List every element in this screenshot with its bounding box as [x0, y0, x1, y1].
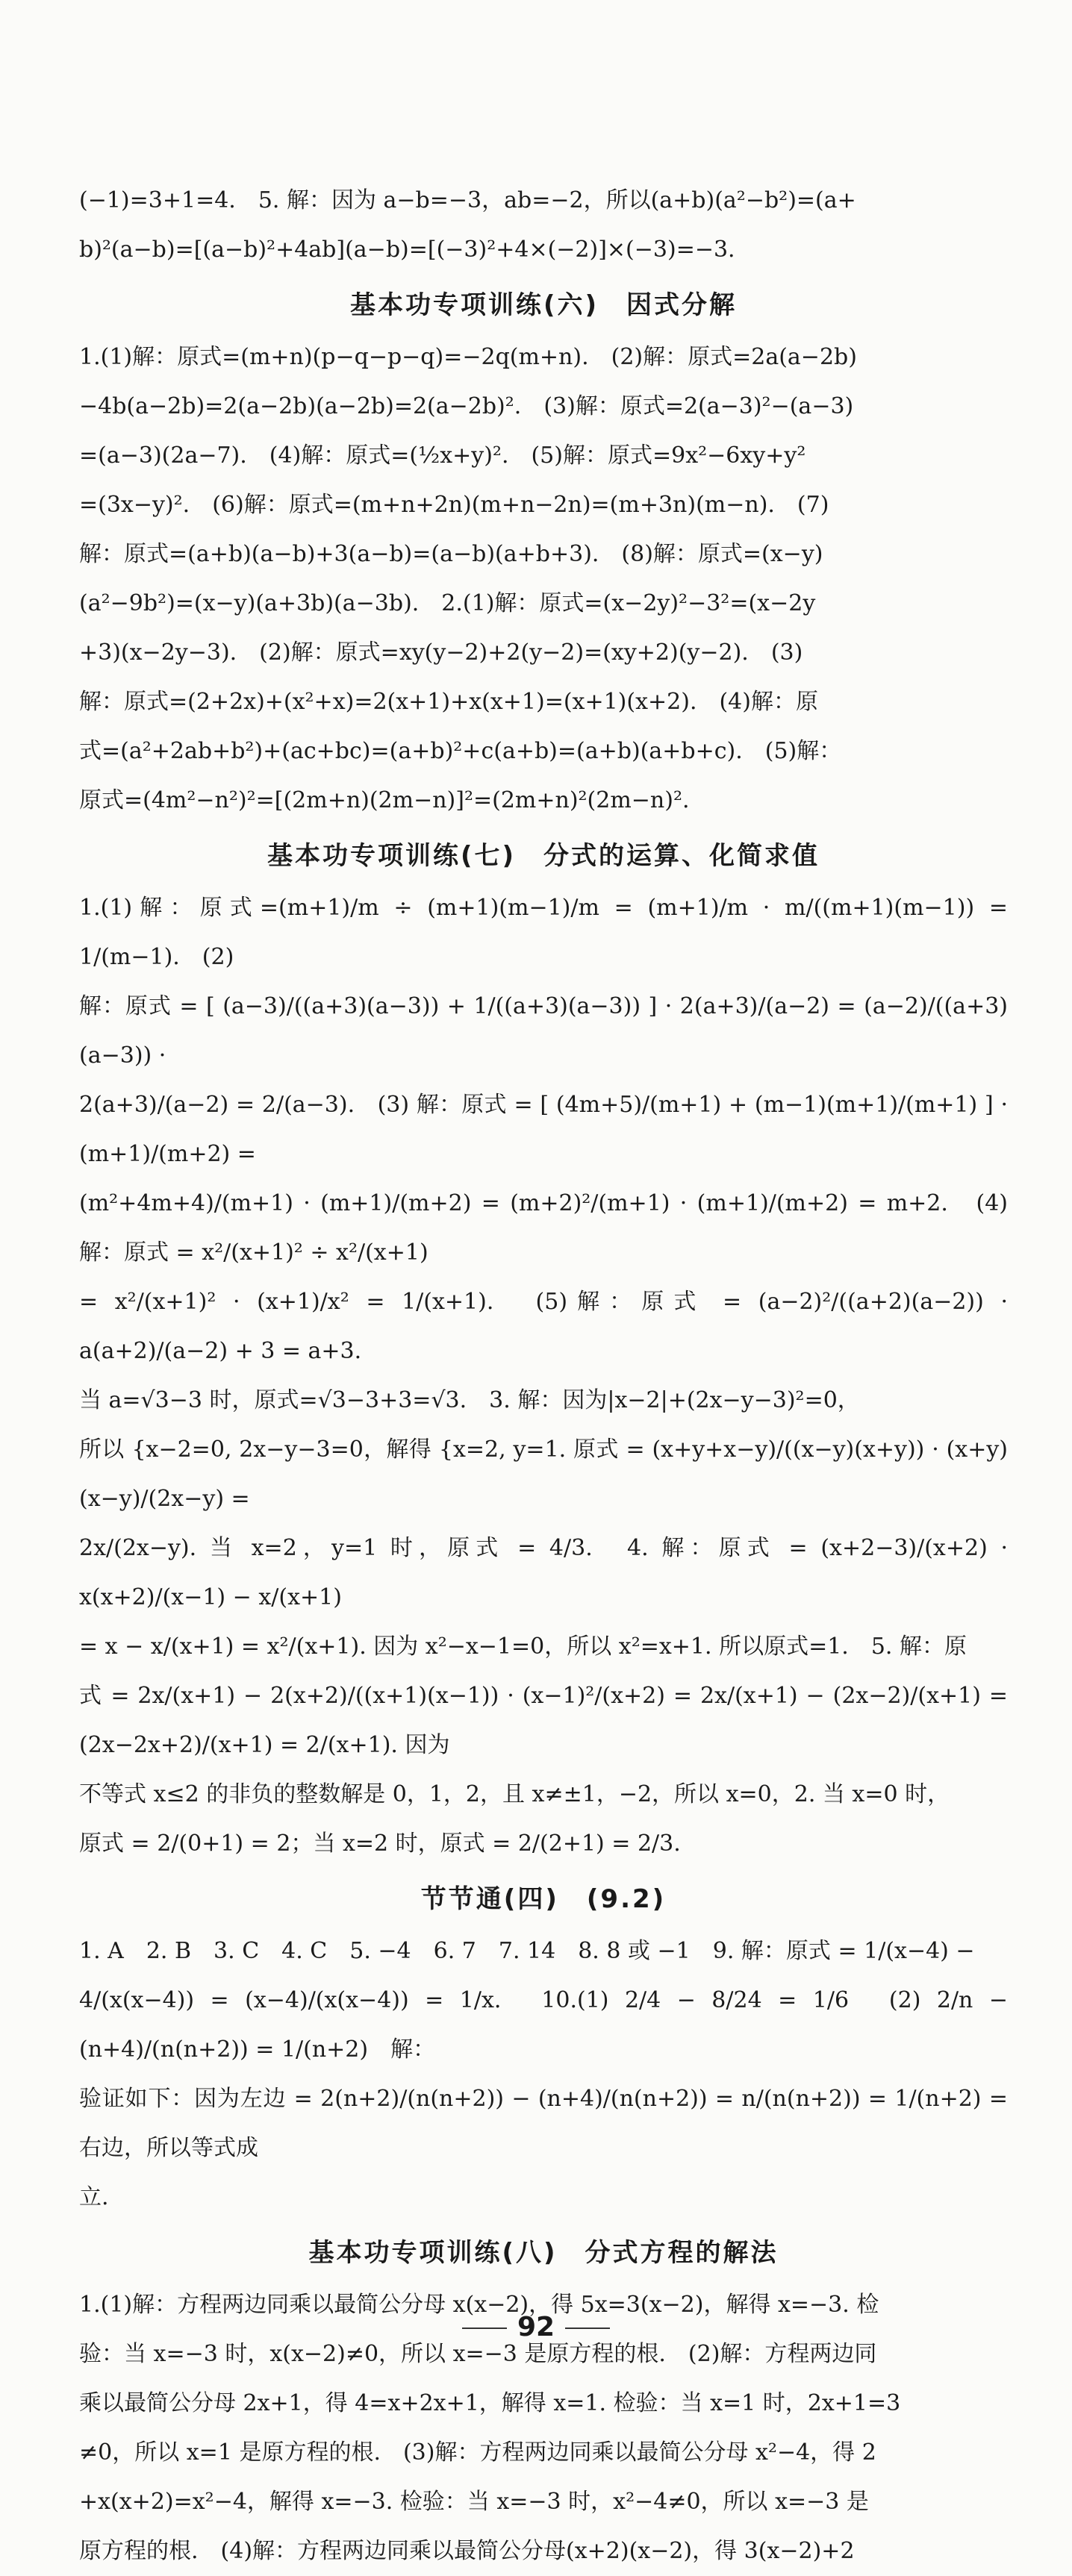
text-line: 验：当 x=−3 时，x(x−2)≠0，所以 x=−3 是原方程的根. (2)解：方程两边同	[79, 2341, 877, 2367]
section-2	[79, 831, 1008, 1869]
document-body	[79, 176, 1008, 2576]
text-line: 2(a+3)/(a−2) = 2/(a−3). (3) 解：原式 = [ (4m+5)/(m+1) + (m−1)(m+1)/(m+1) ] · (m+1)/(m+2) =	[79, 1092, 1008, 1167]
text-line: (m²+4m+4)/(m+1) · (m+1)/(m+2) = (m+2)²/(m+1) · (m+1)/(m+2) = m+2. (4)解：原式 = x²/(x+1)² ÷ x²/(x+1)	[79, 1190, 1008, 1266]
text-line: 4/(x(x−4)) = (x−4)/(x(x−4)) = 1/x. 10.(1) 2/4 − 8/24 = 1/6 (2) 2/n − (n+4)/(n(n+2)) = 1/(n+2) 解：	[79, 1987, 1008, 2063]
text-line: b)²(a−b)=[(a−b)²+4ab](a−b)=[(−3)²+4×(−2)]×(−3)=−3.	[79, 237, 735, 263]
text-line: 不等式 x≤2 的非负的整数解是 0，1，2，且 x≠±1，−2，所以 x=0，2. 当 x=0 时，	[79, 1781, 950, 1807]
text-line: =(3x−y)². (6)解：原式=(m+n+2n)(m+n−2n)=(m+3n)(m−n). (7)	[79, 492, 829, 518]
section-1	[79, 281, 1008, 825]
section-heading: 基本功专项训练(七) 分式的运算、化简求值	[267, 841, 820, 871]
right-dash	[565, 2328, 610, 2329]
page-number: 92	[517, 2312, 555, 2342]
text-line: +x(x+2)=x²−4，解得 x=−3. 检验：当 x=−3 时，x²−4≠0，所以 x=−3 是	[79, 2489, 869, 2515]
section-0	[79, 176, 1008, 275]
text-line: 式 = 2x/(x+1) − 2(x+2)/((x+1)(x−1)) · (x−1)²/(x+2) = 2x/(x+1) − (2x−2)/(x+1) = (2x−2x+2)/(x+1) = 2/(x+1). 因为	[79, 1683, 1008, 1758]
text-line: 所以 {x−2=0, 2x−y−3=0，解得 {x=2, y=1. 原式 = (x+y+x−y)/((x−y)(x+y)) · (x+y)(x−y)/(2x−y) =	[79, 1437, 1008, 1512]
text-line: 当 a=√3−3 时，原式=√3−3+3=√3. 3. 解：因为|x−2|+(2x−y−3)²=0，	[79, 1387, 860, 1413]
text-line: 原式=(4m²−n²)²=[(2m+n)(2m−n)]²=(2m+n)²(2m−n)².	[79, 787, 690, 813]
text-line: (−1)=3+1=4. 5. 解：因为 a−b=−3，ab=−2，所以(a+b)(a²−b²)=(a+	[79, 187, 856, 213]
text-line: (a²−9b²)=(x−y)(a+3b)(a−3b). 2.(1)解：原式=(x−2y)²−3²=(x−2y	[79, 590, 816, 616]
text-line: = x²/(x+1)² · (x+1)/x² = 1/(x+1). (5)解：原式 = (a−2)²/((a+2)(a−2)) · a(a+2)/(a−2) + 3 = a+3.	[79, 1289, 1008, 1364]
text-line: 验证如下：因为左边 = 2(n+2)/(n(n+2)) − (n+4)/(n(n+2)) = n/(n(n+2)) = 1/(n+2) = 右边，所以等式成	[79, 2086, 1008, 2161]
text-line: 1.(1)解：原式=(m+n)(p−q−p−q)=−2q(m+n). (2)解：原式=2a(a−2b)	[79, 344, 857, 370]
section-heading: 节节通(四) (9.2)	[420, 1884, 667, 1914]
text-line: 1. A 2. B 3. C 4. C 5. −4 6. 7 7. 14 8. 8 或 −1 9. 解：原式 = 1/(x−4) −	[79, 1938, 975, 1964]
text-line: 1.(1)解：方程两边同乘以最简公分母 x(x−2)，得 5x=3(x−2)，解得 x=−3. 检	[79, 2292, 879, 2318]
text-line: ≠0，所以 x=1 是原方程的根. (3)解：方程两边同乘以最简公分母 x²−4，得 2	[79, 2439, 876, 2466]
text-line: 解：原式=(2+2x)+(x²+x)=2(x+1)+x(x+1)=(x+1)(x+2). (4)解：原	[79, 689, 818, 715]
text-line: 解：原式=(a+b)(a−b)+3(a−b)=(a−b)(a+b+3). (8)解：原式=(x−y)	[79, 541, 823, 567]
text-line: 原方程的根. (4)解：方程两边同乘以最简公分母(x+2)(x−2)，得 3(x−2)+2	[79, 2538, 855, 2564]
text-line: 式=(a²+2ab+b²)+(ac+bc)=(a+b)²+c(a+b)=(a+b)(a+b+c). (5)解：	[79, 738, 842, 764]
text-line: =(a−3)(2a−7). (4)解：原式=(½x+y)². (5)解：原式=9x²−6xy+y²	[79, 443, 806, 469]
section-heading: 基本功专项训练(六) 因式分解	[349, 290, 738, 320]
section-3	[79, 1875, 1008, 2222]
text-line: 立.	[79, 2184, 109, 2210]
text-line: 原式 = 2/(0+1) = 2；当 x=2 时，原式 = 2/(2+1) = 2/3.	[79, 1831, 681, 1857]
section-4	[79, 2228, 1008, 2576]
text-line: −4b(a−2b)=2(a−2b)(a−2b)=2(a−2b)². (3)解：原式=2(a−3)²−(a−3)	[79, 393, 854, 419]
text-line: 2x/(2x−y). 当 x=2，y=1 时，原式 = 4/3. 4. 解：原式 = (x+2−3)/(x+2) · x(x+2)/(x−1) − x/(x+1)	[79, 1535, 1008, 1610]
text-line: 解：原式 = [ (a−3)/((a+3)(a−3)) + 1/((a+3)(a−3)) ] · 2(a+3)/(a−2) = (a−2)/((a+3)(a−3)) ·	[79, 993, 1008, 1069]
text-line: +3)(x−2y−3). (2)解：原式=xy(y−2)+2(y−2)=(xy+2)(y−2). (3)	[79, 640, 803, 666]
text-line: 1.(1)解：原式=(m+1)/m ÷ (m+1)(m−1)/m = (m+1)/m · m/((m+1)(m−1)) = 1/(m−1). (2)	[79, 895, 1008, 970]
left-dash	[462, 2328, 507, 2329]
page-number-footer	[0, 2312, 1072, 2342]
text-line: 乘以最简公分母 2x+1，得 4=x+2x+1，解得 x=1. 检验：当 x=1 时，2x+1=3	[79, 2390, 901, 2416]
text-line: = x − x/(x+1) = x²/(x+1). 因为 x²−x−1=0，所以 x²=x+1. 所以原式=1. 5. 解：原	[79, 1634, 967, 1660]
section-heading: 基本功专项训练(八) 分式方程的解法	[308, 2238, 779, 2268]
